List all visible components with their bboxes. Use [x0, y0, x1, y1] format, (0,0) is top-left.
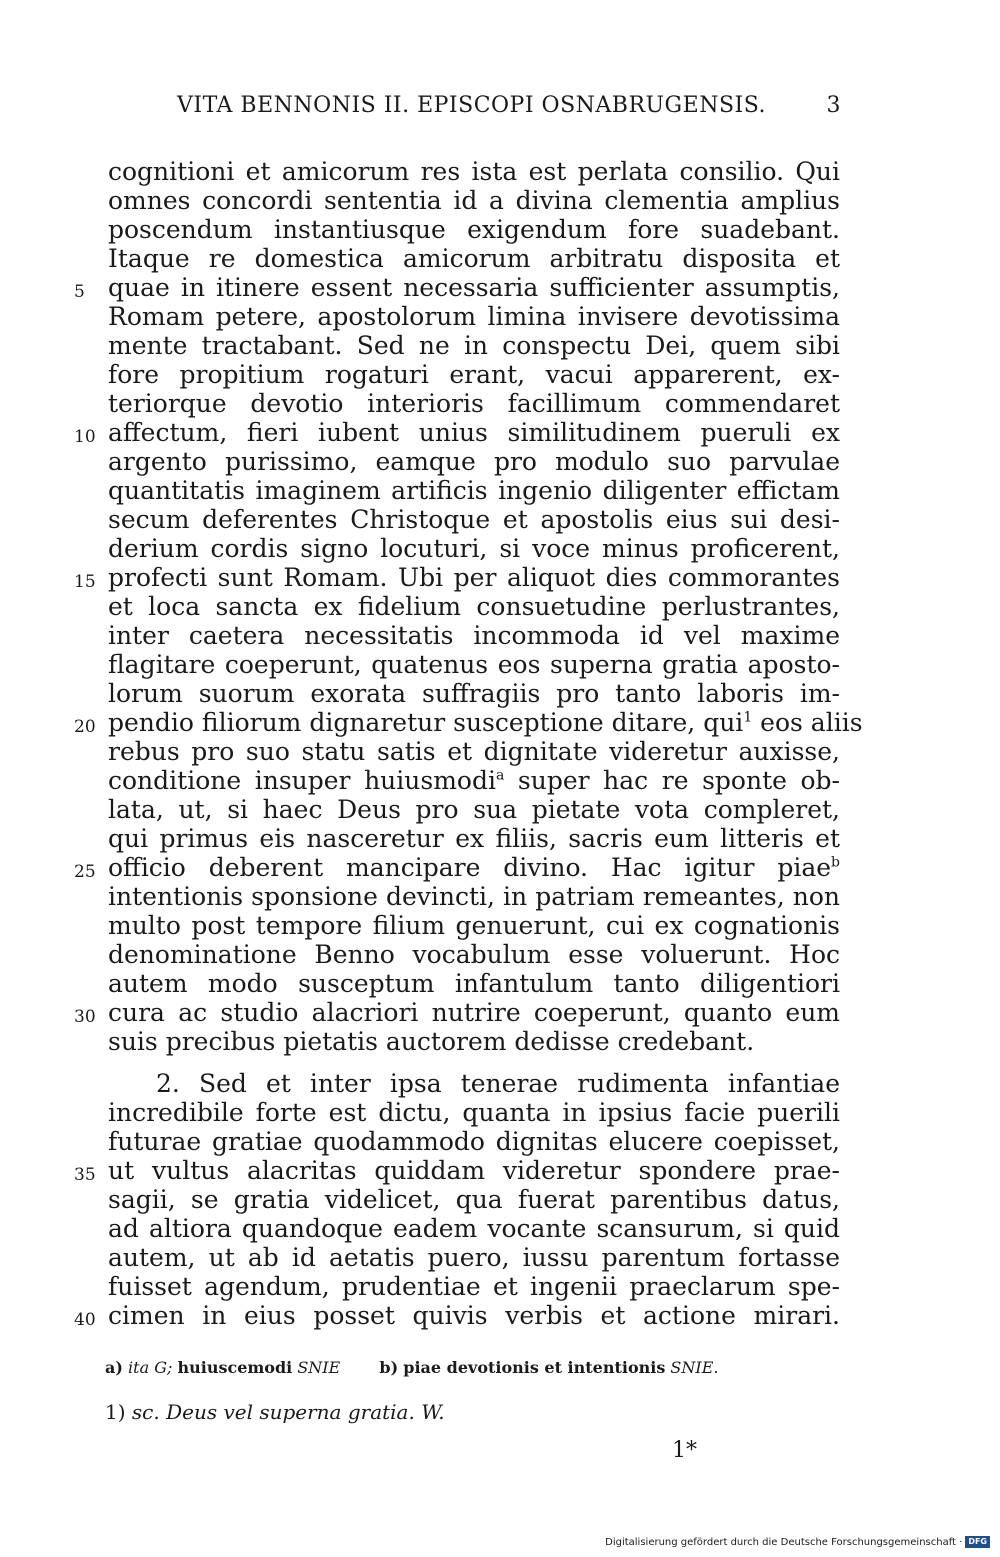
line-text: fuisset agendum, prudentiae et ingenii praeclarum spe- [108, 1272, 840, 1301]
text-line [74, 1156, 840, 1185]
line-text: fore propitium rogaturi erant, vacui apparerent, ex- [108, 360, 840, 389]
text-line [108, 940, 840, 969]
text-line [74, 418, 840, 447]
text-line [74, 708, 863, 737]
text-line [108, 360, 840, 389]
line-text: cognitioni et amicorum res ista est perlata consilio. Qui [108, 157, 840, 186]
line-text: suis precibus pietatis auctorem dedisse credebant. [108, 1027, 755, 1056]
text-line [74, 1301, 840, 1330]
text-line [108, 1185, 840, 1214]
line-text: et loca sancta ex fidelium consuetudine perlustrantes, [108, 592, 840, 621]
running-title: VITA BENNONIS II. EPISCOPI OSNABRUGENSIS. [177, 93, 766, 118]
text-line [108, 650, 840, 679]
footnote: 1) sc. Deus vel superna gratia. W. [105, 1400, 445, 1424]
text-line [108, 215, 840, 244]
text-line [108, 1272, 840, 1301]
line-number: 30 [74, 1007, 96, 1027]
note-marker: 1 [743, 709, 753, 726]
line-number: 20 [74, 717, 96, 737]
text-line [108, 302, 840, 331]
line-text: futurae gratiae quodammodo dignitas elucere coepisset, [108, 1127, 840, 1156]
line-text: poscendum instantiusque exigendum fore suadebant. [108, 215, 840, 244]
line-number: 10 [74, 427, 96, 447]
text-line [108, 1069, 840, 1098]
note-marker: b [831, 854, 840, 871]
line-number: 5 [74, 282, 85, 302]
line-text: Itaque re domestica amicorum arbitratu disposita et [108, 244, 840, 273]
line-text: quantitatis imaginem artificis ingenio diligenter effictam [108, 476, 840, 505]
line-text: conditione insuper huiusmodi [108, 766, 496, 795]
line-text: autem modo susceptum infantulum tanto diligentiori [108, 969, 840, 998]
line-text: incredibile forte est dictu, quanta in ipsius facie puerili [108, 1098, 840, 1127]
text-line [108, 911, 840, 940]
line-number: 35 [74, 1165, 96, 1185]
text-line [108, 737, 840, 766]
text-line [108, 679, 840, 708]
line-text: intentionis sponsione devincti, in patriam remeantes, non [108, 882, 840, 911]
main-text [74, 157, 863, 1330]
line-text: cimen in eius posset quivis verbis et actione mirari. [108, 1301, 840, 1330]
text-line [74, 853, 840, 882]
text-line [108, 505, 840, 534]
line-text: rebus pro suo statu satis et dignitate videretur auxisse, [108, 737, 840, 766]
apparatus-note-b: b) piae devotionis et intentionis SNIE. [379, 1358, 719, 1377]
line-text: quae in itinere essent necessaria sufficienter assumptis, [108, 273, 840, 302]
text-line [108, 447, 840, 476]
line-text: multo post tempore filium genuerunt, cui ex cognationis [108, 911, 840, 940]
line-text: 2. Sed et inter ipsa tenerae rudimenta infantiae [156, 1069, 840, 1098]
line-text: secum deferentes Christoque et apostolis eius sui desi- [108, 505, 840, 534]
text-line [108, 882, 840, 911]
note-marker: a [495, 767, 505, 784]
line-text: mente tractabant. Sed ne in conspectu Dei, quem sibi [108, 331, 840, 360]
text-line [108, 389, 840, 418]
text-line [74, 273, 840, 302]
line-text: denominatione Benno vocabulum esse voluerunt. Hoc [108, 940, 840, 969]
text-line [108, 795, 840, 824]
text-line [108, 534, 840, 563]
line-text: officio deberent mancipare divino. Hac igitur piae [108, 853, 832, 882]
text-line [108, 1098, 840, 1127]
digitization-credit: Digitalisierung gefördert durch die Deutsche Forschungsgemeinschaft · DFG [605, 1536, 990, 1548]
page-number: 3 [826, 93, 841, 118]
text-line [108, 766, 840, 795]
text-line [108, 157, 840, 186]
line-text: affectum, fieri iubent unius similitudinem pueruli ex [108, 418, 840, 447]
text-line [108, 1214, 840, 1243]
line-text: qui primus eis nasceretur ex filiis, sacris eum litteris et [108, 824, 840, 853]
line-number: 15 [74, 572, 96, 592]
line-text: flagitare coeperunt, quatenus eos superna gratia aposto- [108, 650, 840, 679]
line-number: 40 [74, 1310, 96, 1330]
text-line [108, 186, 840, 215]
line-number: 25 [74, 862, 96, 882]
line-text: cura ac studio alacriori nutrire coeperunt, quanto eum [108, 998, 840, 1027]
line-text: profecti sunt Romam. Ubi per aliquot dies commorantes [108, 563, 840, 592]
line-text: autem, ut ab id aetatis puero, iussu parentum fortasse [108, 1243, 840, 1272]
text-line [108, 476, 840, 505]
text-line [108, 1243, 840, 1272]
text-line [108, 592, 840, 621]
line-text: derium cordis signo locuturi, si voce minus proficerent, [108, 534, 840, 563]
line-text: omnes concordi sententia id a divina clementia amplius [108, 186, 840, 215]
line-text: teriorque devotio interioris facillimum commendaret [108, 389, 840, 418]
line-text: lata, ut, si haec Deus pro sua pietate vota compleret, [108, 795, 840, 824]
line-text: lorum suorum exorata suffragiis pro tanto laboris im- [108, 679, 840, 708]
signature-mark: 1* [672, 1438, 697, 1463]
line-text: sagii, se gratia videlicet, qua fuerat parentibus datus, [108, 1185, 840, 1214]
text-line [108, 244, 840, 273]
text-line [108, 621, 840, 650]
critical-apparatus [105, 1358, 752, 1377]
line-text: Romam petere, apostolorum limina invisere devotissima [108, 302, 840, 331]
line-text-continued: super hac re sponte ob- [504, 766, 840, 795]
text-line [108, 824, 840, 853]
text-line [108, 331, 840, 360]
text-line [74, 563, 840, 592]
text-line [108, 969, 840, 998]
apparatus-note-a: a) ita G; huiuscemodi SNIE [105, 1358, 341, 1377]
line-text-continued: eos aliis [752, 708, 863, 737]
line-text: ut vultus alacritas quiddam videretur spondere prae- [108, 1156, 840, 1185]
line-text: ad altiora quandoque eadem vocante scansurum, si quid [108, 1214, 840, 1243]
text-line [108, 1027, 840, 1056]
line-text: inter caetera necessitatis incommoda id vel maxime [108, 621, 840, 650]
dfg-logo-icon: DFG [965, 1536, 990, 1548]
line-text: pendio filiorum dignaretur susceptione ditare, qui [108, 708, 744, 737]
text-line [74, 998, 840, 1027]
line-text: argento purissimo, eamque pro modulo suo parvulae [108, 447, 840, 476]
text-line [108, 1127, 840, 1156]
